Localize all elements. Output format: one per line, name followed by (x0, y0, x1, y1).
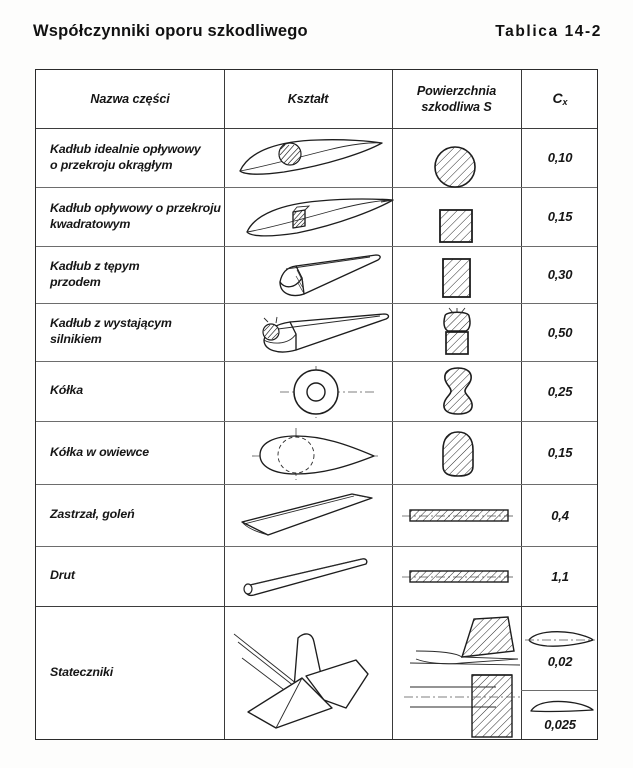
hatched-thin-bar-round-icon (402, 567, 516, 587)
fuselage-with-engine-icon (244, 310, 394, 356)
streamlined-fuselage-round-icon (232, 134, 387, 182)
table-row (36, 484, 224, 546)
cx-value-cell (521, 187, 599, 246)
cx-value-cell (521, 690, 599, 739)
row-name-line1: Drut (50, 568, 75, 583)
header-cx-symbol: C (552, 90, 563, 107)
row-name-line1: Stateczniki (50, 664, 114, 679)
tail-projections-icon (396, 613, 520, 741)
cx-value-top: 0,02 (547, 653, 573, 669)
header-cell-name: Nazwa części (90, 91, 170, 106)
hatched-tall-rectangle-icon (439, 256, 475, 300)
cx-value-cell (521, 361, 599, 421)
header-area-line2: szkodliwa S (421, 100, 492, 114)
row-name-line1: Kadłub opływowy o przekroju (50, 200, 221, 215)
table-row (36, 187, 224, 246)
cx-value: 0,4 (551, 507, 569, 523)
airfoil-symmetric-icon (521, 628, 599, 650)
row-name-line2: kwadratowym (50, 216, 131, 231)
cx-value: 0,50 (547, 324, 573, 340)
header-cell-shape: Kształt (287, 91, 329, 106)
round-wire-icon (236, 554, 376, 602)
page-title: Współczynniki oporu szkodliwego (33, 22, 308, 40)
airfoil-cambered-icon (521, 697, 599, 715)
row-name-line1: Kółka w owiewce (50, 444, 149, 459)
hatched-engine-and-square-icon (436, 307, 478, 359)
cx-value-cell (521, 484, 599, 546)
row-name-line1: Zastrzał, goleń (50, 507, 135, 522)
table-row (36, 421, 224, 484)
blunt-nose-fuselage-icon (258, 252, 388, 302)
cx-value-bottom: 0,025 (544, 717, 576, 732)
cx-value: 0,15 (547, 445, 573, 460)
table-row (36, 606, 224, 739)
cx-value: 1,1 (551, 568, 569, 584)
cx-value-cell (521, 303, 599, 361)
empennage-tail-surfaces-icon (232, 616, 392, 731)
header-area-line1: Powierzchnia (416, 83, 497, 98)
table-row (36, 303, 224, 361)
cx-value-cell (521, 246, 599, 303)
cx-value: 0,30 (547, 267, 573, 282)
row-name-line1: Kadłub z wystającym (50, 316, 172, 331)
column-divider-2 (392, 70, 393, 739)
table-number-label: Tablica 14-2 (495, 23, 602, 40)
row-name-line1: Kółka (50, 383, 83, 398)
table-row (36, 128, 224, 187)
header-cell-cx (521, 70, 599, 128)
table-row (36, 546, 224, 606)
drag-coefficients-table (35, 69, 598, 740)
table-row (36, 246, 224, 303)
hatched-dumbbell-icon (438, 366, 478, 416)
hatched-thin-bar-icon (402, 506, 516, 526)
column-divider-1 (224, 70, 225, 739)
header-cell-area (392, 70, 521, 128)
cx-value-cell (521, 546, 599, 606)
hatched-square-icon (436, 206, 476, 246)
cx-value: 0,10 (547, 150, 573, 165)
hatched-rounded-oval-icon (439, 430, 477, 478)
row-name-line2: silnikiem (50, 332, 102, 346)
hatched-circle-icon (432, 144, 478, 190)
row-name-line1: Kadłub idealnie opływowy (50, 141, 201, 156)
table-row (36, 361, 224, 421)
header-cx-subscript: x (562, 97, 568, 108)
row-name-line2: przodem (50, 274, 101, 289)
cx-value: 0,25 (547, 383, 573, 399)
streamlined-strut-icon (232, 490, 377, 542)
wheel-in-fairing-icon (248, 426, 382, 482)
page-header (0, 22, 633, 52)
row-name-line2: o przekroju okrągłym (50, 157, 173, 172)
row-name-line1: Kadłub z tępym (50, 258, 140, 273)
cx-value-cell (521, 606, 599, 690)
cx-value: 0,15 (547, 209, 573, 224)
streamlined-fuselage-square-icon (241, 192, 396, 242)
wheel-front-view-icon (274, 365, 380, 419)
cx-value-cell (521, 421, 599, 484)
cx-value-cell (521, 128, 599, 187)
